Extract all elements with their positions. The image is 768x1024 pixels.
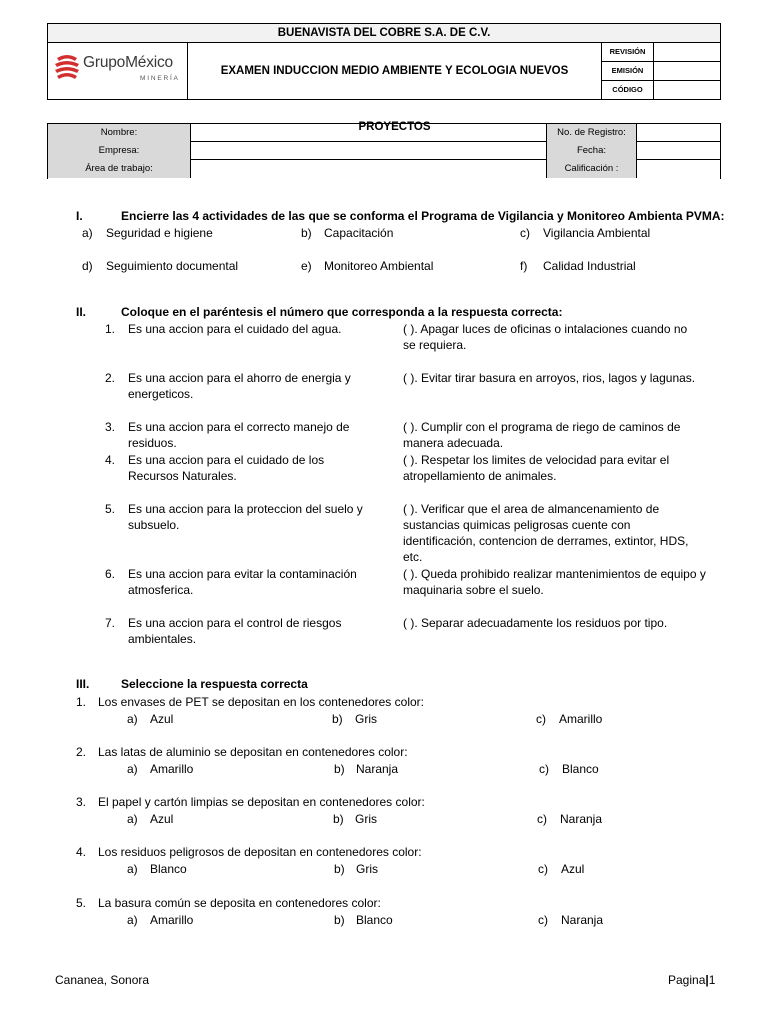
question-number: 2. bbox=[76, 745, 87, 759]
question-number: 5. bbox=[76, 896, 87, 910]
item-right-text[interactable]: ( ). Apagar luces de oficinas o intalaciones cuando no se requiera. bbox=[403, 322, 688, 352]
answer-option[interactable]: Gris bbox=[355, 712, 377, 726]
question-number: 1. bbox=[76, 695, 87, 709]
section-3-number: III. bbox=[76, 677, 90, 691]
footer-page-number bbox=[668, 972, 715, 988]
question-text: Los envases de PET se depositan en los contenedores color: bbox=[98, 695, 424, 709]
item-left-text: Es una accion para el cuidado de los Recursos Naturales. bbox=[128, 453, 325, 483]
option-text[interactable]: Monitoreo Ambiental bbox=[324, 259, 434, 273]
logo-subtitle: MINERÍA bbox=[140, 75, 180, 82]
option-text[interactable]: Seguimiento documental bbox=[106, 259, 239, 273]
answer-option[interactable]: Naranja bbox=[356, 762, 399, 776]
option-letter: f) bbox=[520, 259, 528, 273]
answer-option[interactable]: Amarillo bbox=[559, 712, 603, 726]
question-text: Las latas de aluminio se depositan en contenedores color: bbox=[98, 745, 408, 759]
calificacion-field[interactable] bbox=[637, 160, 720, 178]
answer-option[interactable]: Blanco bbox=[562, 762, 599, 776]
option-letter: b) bbox=[301, 226, 312, 240]
question-number: 3. bbox=[76, 795, 87, 809]
revision-label: REVISIÓN bbox=[602, 43, 654, 62]
page-number: 1 bbox=[708, 973, 716, 987]
answer-letter: a) bbox=[127, 913, 138, 927]
answer-option[interactable]: Azul bbox=[561, 862, 585, 876]
fecha-field[interactable] bbox=[637, 142, 720, 160]
section-1-number: I. bbox=[76, 209, 83, 223]
item-right-text[interactable]: ( ). Queda prohibido realizar mantenimientos de equipo y maquinaria sobre el suelo. bbox=[403, 567, 706, 597]
answer-letter: c) bbox=[537, 812, 547, 826]
option-letter: c) bbox=[520, 226, 530, 240]
section-2-number: II. bbox=[76, 305, 87, 319]
nombre-label: Nombre: bbox=[48, 124, 191, 142]
revision-value[interactable] bbox=[654, 43, 720, 62]
nombre-field[interactable] bbox=[191, 124, 547, 142]
answer-option[interactable]: Blanco bbox=[356, 913, 393, 927]
answer-letter: a) bbox=[127, 712, 138, 726]
answer-option[interactable]: Gris bbox=[355, 812, 377, 826]
item-number: 2. bbox=[105, 371, 116, 385]
question-text: Los residuos peligrosos de depositan en contenedores color: bbox=[98, 845, 422, 859]
calificacion-label: Calificación : bbox=[547, 160, 637, 178]
option-text[interactable]: Vigilancia Ambiental bbox=[543, 226, 651, 240]
answer-letter: c) bbox=[539, 762, 549, 776]
item-left-text: Es una accion para el cuidado del agua. bbox=[128, 322, 342, 336]
option-text[interactable]: Seguridad e higiene bbox=[106, 226, 213, 240]
item-left-text: Es una accion para la proteccion del suelo y subsuelo. bbox=[128, 502, 363, 532]
footer-location: Cananea, Sonora bbox=[55, 973, 150, 987]
answer-letter: b) bbox=[332, 712, 343, 726]
item-number: 5. bbox=[105, 502, 116, 516]
item-left-text: Es una accion para el control de riesgos ambientales. bbox=[128, 616, 342, 646]
info-row bbox=[48, 142, 720, 160]
item-number: 1. bbox=[105, 322, 116, 336]
answer-letter: a) bbox=[127, 862, 138, 876]
empresa-label: Empresa: bbox=[48, 142, 191, 160]
info-row bbox=[48, 160, 720, 178]
answer-letter: c) bbox=[538, 862, 548, 876]
page-label: Pagina bbox=[668, 973, 706, 987]
page-separator: | bbox=[705, 973, 709, 987]
answer-letter: a) bbox=[127, 762, 138, 776]
answer-option[interactable]: Naranja bbox=[560, 812, 603, 826]
question-text: El papel y cartón limpias se depositan en contenedores color: bbox=[98, 795, 425, 809]
codigo-value[interactable] bbox=[654, 81, 720, 100]
item-right-text[interactable]: ( ). Evitar tirar basura en arroyos, rios, lagos y lagunas. bbox=[403, 371, 696, 385]
item-right-text[interactable]: ( ). Separar adecuadamente los residuos por tipo. bbox=[403, 616, 668, 630]
item-right-text[interactable]: ( ). Respetar los limites de velocidad para evitar el atropellamiento de animales. bbox=[403, 453, 670, 483]
answer-option[interactable]: Azul bbox=[150, 812, 174, 826]
exam-title: EXAMEN INDUCCION MEDIO AMBIENTE Y ECOLOGIA NUEVOS PROYECTOS bbox=[188, 43, 602, 100]
question-text: La basura común se deposita en contenedores color: bbox=[98, 896, 381, 910]
item-left-text: Es una accion para evitar la contaminación atmosferica. bbox=[128, 567, 357, 597]
answer-letter: c) bbox=[538, 913, 548, 927]
answer-option[interactable]: Blanco bbox=[150, 862, 187, 876]
registro-label: No. de Registro: bbox=[547, 124, 637, 142]
option-letter: e) bbox=[301, 259, 312, 273]
section-1-title: Encierre las 4 actividades de las que se conforma el Programa de Vigilancia y Monitoreo Ambienta PVMA: bbox=[121, 209, 725, 223]
section-2-title: Coloque en el paréntesis el número que corresponda a la respuesta correcta: bbox=[121, 305, 563, 319]
company-name: BUENAVISTA DEL COBRE S.A. DE C.V. bbox=[48, 24, 720, 43]
option-letter: d) bbox=[82, 259, 93, 273]
item-number: 3. bbox=[105, 420, 116, 434]
area-field[interactable] bbox=[191, 160, 547, 178]
item-right-text[interactable]: ( ). Cumplir con el programa de riego de caminos de manera adecuada. bbox=[403, 420, 681, 450]
answer-option[interactable]: Azul bbox=[150, 712, 174, 726]
answer-letter: b) bbox=[334, 913, 345, 927]
item-number: 7. bbox=[105, 616, 116, 630]
registro-field[interactable] bbox=[637, 124, 720, 142]
answer-option[interactable]: Gris bbox=[356, 862, 378, 876]
answer-option[interactable]: Naranja bbox=[561, 913, 604, 927]
emision-value[interactable] bbox=[654, 62, 720, 81]
answer-option[interactable]: Amarillo bbox=[150, 913, 194, 927]
option-text[interactable]: Calidad Industrial bbox=[543, 259, 636, 273]
answer-letter: c) bbox=[536, 712, 546, 726]
student-info-table bbox=[47, 123, 721, 179]
section-3-title: Seleccione la respuesta correcta bbox=[121, 677, 308, 691]
question-number: 4. bbox=[76, 845, 87, 859]
answer-option[interactable]: Amarillo bbox=[150, 762, 194, 776]
empresa-field[interactable] bbox=[191, 142, 547, 160]
emision-label: EMISIÓN bbox=[602, 62, 654, 81]
item-right-text[interactable]: ( ). Verificar que el area de almancenamiento de sustancias quimicas peligrosas cuente con identificación, contencion de derrames, extintor, HDS, etc. bbox=[403, 502, 689, 564]
logo-cell bbox=[48, 43, 188, 100]
codigo-label: CÓDIGO bbox=[602, 81, 654, 100]
option-text[interactable]: Capacitación bbox=[324, 226, 394, 240]
answer-letter: a) bbox=[127, 812, 138, 826]
info-row bbox=[48, 124, 720, 142]
item-left-text: Es una accion para el correcto manejo de residuos. bbox=[128, 420, 350, 450]
item-number: 6. bbox=[105, 567, 116, 581]
grupo-mexico-logo-icon bbox=[53, 54, 81, 80]
item-left-text: Es una accion para el ahorro de energia y energeticos. bbox=[128, 371, 351, 401]
area-label: Área de trabajo: bbox=[48, 160, 191, 178]
option-letter: a) bbox=[82, 226, 93, 240]
answer-letter: b) bbox=[334, 762, 345, 776]
answer-letter: b) bbox=[334, 862, 345, 876]
item-number: 4. bbox=[105, 453, 116, 467]
fecha-label: Fecha: bbox=[547, 142, 637, 160]
answer-letter: b) bbox=[333, 812, 344, 826]
logo-name: GrupoMéxico bbox=[83, 54, 173, 71]
